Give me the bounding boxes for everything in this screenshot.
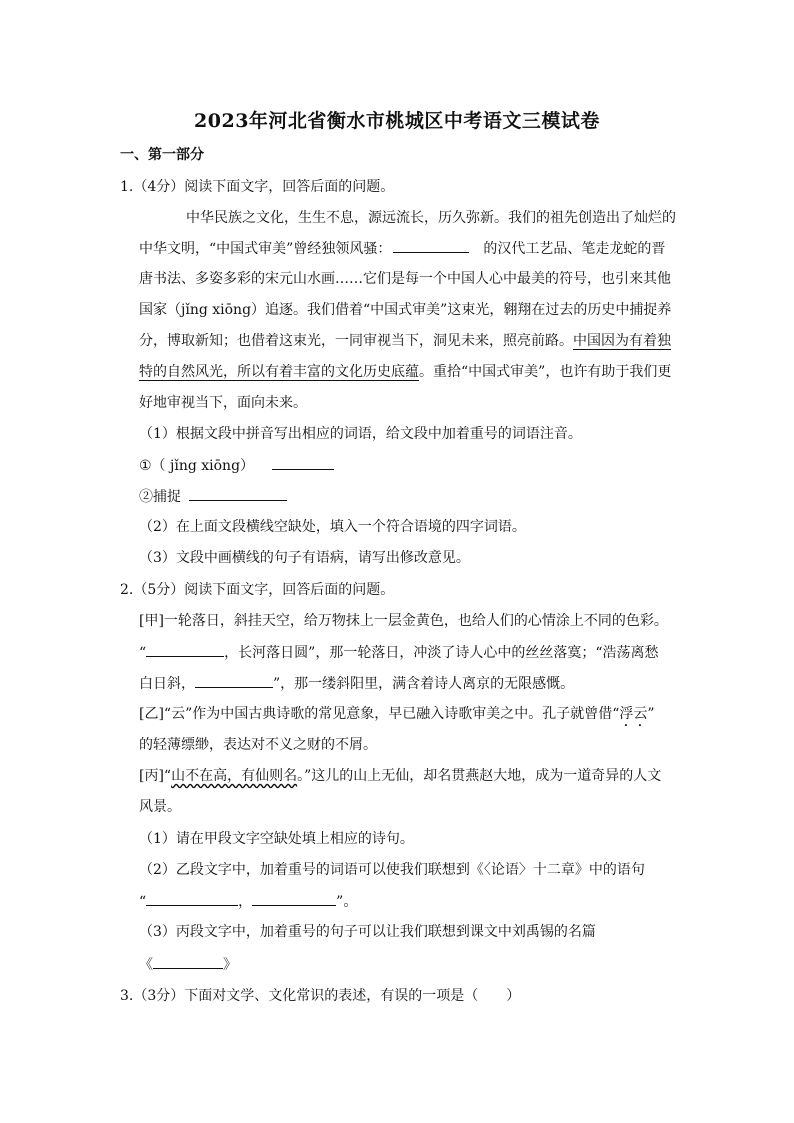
q1-text: 分，博取新知；也借着这束光，一同审视当下，洞见未来，照亮前路。 — [139, 333, 573, 349]
q2-para-line — [139, 766, 661, 786]
q3-heading: 3.（3分）下面对文学、文化常识的表述，有误的一项是（ ） — [120, 988, 521, 1004]
section-heading: 一、第一部分 — [120, 147, 204, 163]
q1-text: 中华文明，“中国式审美”曾经独领风骚： — [139, 241, 392, 257]
q1-subquestion: （2）在上面文段横线空缺处，填入一个符合语境的四字词语。 — [139, 519, 526, 535]
q1-para-line — [139, 238, 665, 259]
q1-fill-blank[interactable] — [393, 238, 469, 253]
q1-para-line: 好地审视当下，面向未来。 — [139, 395, 307, 411]
q1-para-line: 国家（jǐng xiōng）追逐。我们借着“中国式审美”这束光，翱翔在过去的历史中捕捉养 — [139, 302, 672, 318]
q2-text: [乙]“云”作为中国古典诗歌的常见意象，早已融入诗歌审美之中。孔子就曾借“ — [139, 706, 620, 722]
q1-answer-item — [139, 455, 334, 476]
q1-subquestion: （1）根据文段中拼音写出相应的词语，给文段中加着重号的词语注音。 — [139, 426, 582, 442]
answer-blank[interactable] — [272, 455, 334, 470]
q2-para-line — [139, 704, 655, 730]
emphasized-word: 浮云 — [619, 706, 648, 722]
q1-item-label: ②捕捉 — [139, 489, 181, 505]
answer-blank[interactable] — [252, 891, 336, 906]
q2-para-line: 风景。 — [139, 799, 181, 815]
q1-para-line — [139, 362, 671, 382]
poem-blank[interactable] — [195, 673, 273, 688]
q2-text: 白日斜， — [139, 676, 195, 692]
q1-para-line: 中华民族之文化，生生不息，源远流长，历久弥新。我们的祖先创造出了灿烂的 — [186, 210, 676, 226]
q1-underlined-sentence: 中国因为有着独 — [573, 333, 671, 349]
answer-blank[interactable] — [189, 486, 287, 501]
q1-item-label: ①（ jǐng xiōng） — [139, 458, 255, 474]
q1-para-line — [139, 331, 671, 351]
q2-text: [丙]“ — [139, 768, 172, 784]
q1-subquestion: （3）文段中画横线的句子有语病，请写出修改意见。 — [139, 550, 470, 566]
q2-text: ”，那一缕斜阳里，满含着诗人离京的无限感慨。 — [273, 676, 575, 692]
q2-text: “ — [139, 894, 147, 910]
q2-answer-line — [139, 954, 237, 975]
q2-subquestion: （2）乙段文字中，加着重号的词语可以使我们联想到《〈论语〉十二章》中的语句 — [139, 862, 645, 878]
q2-heading: 2.（5分）阅读下面文字，回答后面的问题。 — [120, 582, 395, 598]
answer-blank[interactable] — [146, 891, 238, 906]
q2-para-line — [139, 673, 574, 694]
q2-para-line — [139, 642, 659, 663]
q2-text: 》 — [223, 957, 237, 973]
answer-blank[interactable] — [153, 954, 223, 969]
q2-para-line: 的轻薄缥缈，表达对不义之财的不屑。 — [139, 737, 377, 753]
q2-subquestion: （3）丙段文字中，加着重号的句子可以让我们联想到课文中刘禹锡的名篇 — [139, 924, 596, 940]
q2-text: ， — [238, 894, 253, 910]
q1-para-line: 唐书法、多姿多彩的宋元山水画……它们是每一个中国人心中最美的符号，也引来其他 — [139, 271, 671, 287]
emphasized-sentence: 山不在高，有仙则名 — [171, 768, 298, 784]
q2-text: ，长河落日圆”，那一轮落日，冲淡了诗人心中的丝丝落寞；“浩荡离愁 — [224, 645, 659, 661]
q1-heading: 1.（4分）阅读下面文字，回答后面的问题。 — [120, 179, 395, 195]
q1-underlined-sentence: 特的自然风光，所以有着丰富的文化历史底蕴 — [139, 364, 419, 380]
q1-answer-item — [139, 486, 287, 507]
q2-para-line: [甲]一轮落日，斜挂天空，给万物抹上一层金黄色，也给人们的心情涂上不同的色彩。 — [139, 613, 668, 629]
q2-answer-line — [139, 891, 357, 912]
q2-text: 。”这儿的山上无仙，却名贯燕赵大地，成为一道奇异的人文 — [297, 768, 662, 784]
q2-text: ”。 — [336, 894, 358, 910]
q1-text: 。重拾“中国式审美”，也许有助于我们更 — [419, 364, 672, 380]
poem-blank[interactable] — [146, 642, 224, 657]
q2-text: ” — [647, 706, 655, 722]
page-title: 2023年河北省衡水市桃城区中考语文三模试卷 — [194, 110, 600, 132]
q1-text: 的汉代工艺品、笔走龙蛇的晋 — [483, 241, 666, 257]
q2-subquestion: （1）请在甲段文字空缺处填上相应的诗句。 — [139, 831, 414, 847]
q2-text: 《 — [139, 957, 153, 973]
q2-text: “ — [139, 645, 147, 661]
